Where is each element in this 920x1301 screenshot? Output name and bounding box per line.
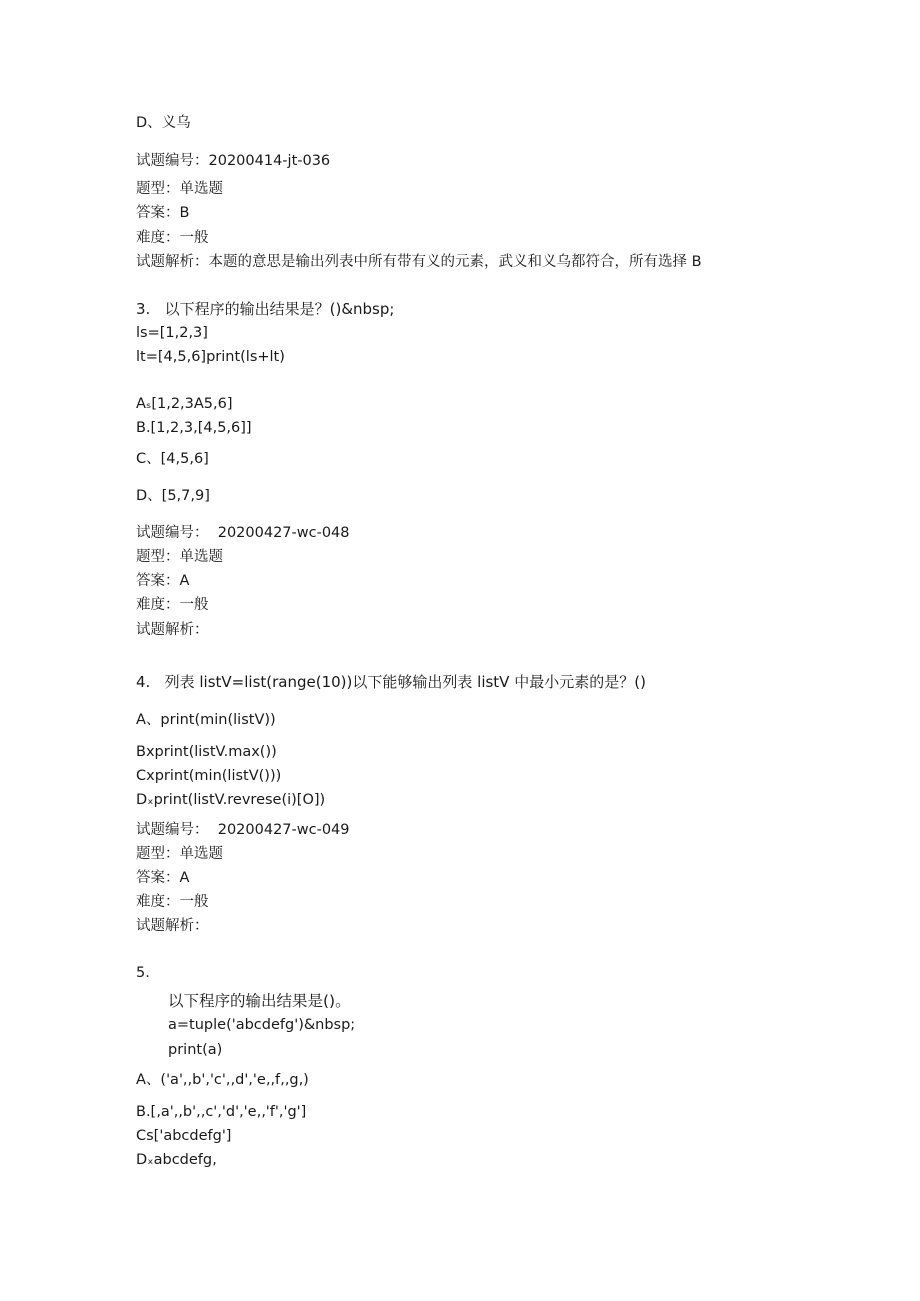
q4-option-a: A、print(min(listV))	[136, 712, 276, 728]
q4-id: 试题编号： 20200427-wc-049	[136, 822, 350, 838]
q3-difficulty: 难度：一般	[136, 597, 209, 613]
q5-number: 5.	[136, 965, 150, 981]
q2-type: 题型：单选题	[136, 181, 223, 197]
q4-option-b: Bxprint(listV.max())	[136, 744, 277, 760]
q5-code-line-1: a=tuple('abcdefg')&nbsp;	[168, 1017, 356, 1033]
q4-option-d: Dₓprint(listV.revrese(i)[O])	[136, 792, 326, 808]
q2-option-d: D、义乌	[136, 115, 191, 131]
q2-answer: 答案：B	[136, 205, 190, 221]
q3-stem: 3. 以下程序的输出结果是？()&nbsp;	[136, 300, 395, 318]
q5-stem: 以下程序的输出结果是()。	[168, 992, 351, 1010]
q2-id: 试题编号：20200414-jt-036	[136, 153, 331, 169]
q3-option-b: B.[1,2,3,[4,5,6]]	[136, 420, 252, 436]
q5-option-b: B.[‚a',‚b',‚c','d','e‚‚'f','g']	[136, 1104, 307, 1120]
q3-option-d: D、[5,7,9]	[136, 488, 210, 504]
q5-option-d: Dₓabcdefg‚	[136, 1152, 217, 1168]
q3-answer: 答案：A	[136, 573, 190, 589]
q3-id: 试题编号： 20200427-wc-048	[136, 525, 350, 541]
q4-difficulty: 难度：一般	[136, 894, 209, 910]
q3-type: 题型：单选题	[136, 549, 223, 565]
q3-option-a: Aₛ[1,2,3A5,6]	[136, 396, 233, 412]
q5-option-c: Cs['abcdefg']	[136, 1128, 232, 1144]
q2-analysis: 试题解析：本题的意思是输出列表中所有带有义的元素，武义和义乌都符合，所有选择 B	[136, 254, 702, 270]
q5-option-a: A、('a',‚b','c',‚d','e‚‚f‚‚g‚)	[136, 1072, 309, 1088]
q3-option-c: C、[4,5,6]	[136, 451, 209, 467]
q3-code-line-2: lt=[4,5,6]print(ls+lt)	[136, 349, 285, 365]
q3-analysis: 试题解析：	[136, 622, 209, 638]
q4-option-c: Cxprint(min(listV()))	[136, 768, 282, 784]
q5-code-line-2: print(a)	[168, 1042, 223, 1058]
q4-stem: 4. 列表 listV=list(range(10))以下能够输出列表 listV 中最小元素的是？()	[136, 673, 646, 691]
q2-difficulty: 难度：一般	[136, 230, 209, 246]
q4-analysis: 试题解析：	[136, 918, 209, 934]
q4-type: 题型：单选题	[136, 846, 223, 862]
q3-code-line-1: ls=[1,2,3]	[136, 325, 208, 341]
q4-answer: 答案：A	[136, 870, 190, 886]
